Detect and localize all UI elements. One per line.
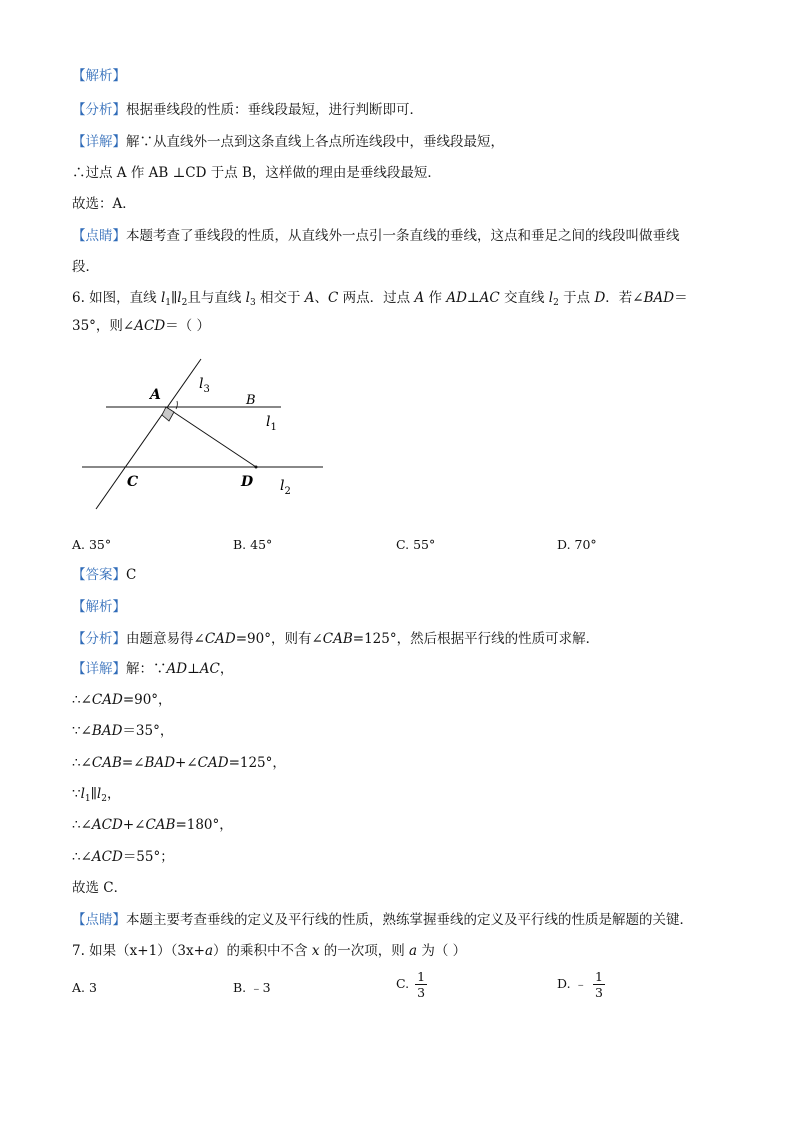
label-c: C [127,474,139,490]
q6-option-c: C. 55° [396,537,436,552]
solution-step-2: ∵∠BAD＝35°， [72,723,174,739]
fraction-one-third: $\frac{1}{3}$ [417,969,426,1000]
line-l3 [96,359,201,509]
q7-option-b: B. ﹣3 [233,980,271,995]
q6-option-b: B. 45° [233,537,273,552]
detail-line-q6: 【详解】解：∵AD⊥AC， [72,661,234,677]
solution-step-3: ∴∠CAB=∠BAD+∠CAD=125°， [72,755,286,771]
q7-option-a: A. 3 [72,980,97,995]
label-l2: $l_2$ [280,478,291,497]
label-l1: $l_1$ [266,414,277,433]
question-6-text: 6. 如图，直线 $l_1\parallel l_2$且与直线 $l_3$ 相交于 A、C 两点．过点 A 作 AD⊥AC 交直线 $l_2$ 于点 D．若∠BAD＝ [72,290,688,308]
q6-option-a: A. 35° [72,537,112,552]
solution-step-1: ∴∠CAD=90°， [72,692,172,708]
q7-option-c: C. $\frac{1}{3}$ [396,969,426,1000]
label-b: B [246,393,256,408]
comment-continuation: 段． [72,259,99,275]
detail-line: 【详解】解∵从直线外一点到这条直线上各点所连线段中，垂线段最短， [72,134,504,150]
q6-option-d: D. 70° [557,537,597,552]
fraction-one-third-negative: $\frac{1}{3}$ [595,969,603,1000]
choice-line: 故选：A． [72,196,136,212]
analysis-heading-q6: 【解析】 [72,599,126,615]
question-7-text: 7. 如果（x+1）（3x+a）的乘积中不含 x 的一次项，则 a 为（ ） [72,943,467,959]
comment-line: 【点睛】本题考查了垂线段的性质，从直线外一点引一条直线的垂线，这点和垂足之间的线段叫做垂线 [72,228,680,244]
angle-arc [176,401,177,409]
solution-step-4: $\because l_1\parallel l_2$， [72,786,121,804]
q7-option-d: D. ﹣ $\frac{1}{3}$ [557,969,603,1000]
solution-step: ∴过点 A 作 AB ⊥CD 于点 B，这样做的理由是垂线段最短． [72,165,441,181]
solution-step-6: ∴∠ACD＝55°； [72,849,174,865]
geometry-figure [76,352,336,517]
comment-line-q6: 【点睛】本题主要考查垂线的定义及平行线的性质，熟练掌握垂线的定义及平行线的性质是解题的关键． [72,912,693,928]
label-d: D [241,474,254,490]
choice-line-q6: 故选 C． [72,880,128,896]
analysis-line-q6: 【分析】由题意易得∠CAD=90°，则有∠CAB=125°，然后根据平行线的性质可求解． [72,631,600,647]
segment-ad [166,407,256,467]
answer-line: 【答案】C [72,567,137,583]
analysis-line: 【分析】根据垂线段的性质：垂线段最短，进行判断即可． [72,102,423,118]
solution-step-5: ∴∠ACD+∠CAB=180°， [72,817,233,833]
label-a: A [150,387,161,403]
right-angle-mark [162,407,174,421]
question-6-text-cont: 35°，则∠ACD＝（ ） [72,318,210,334]
analysis-heading: 【解析】 [72,68,126,84]
label-l3: $l_3$ [199,376,210,395]
